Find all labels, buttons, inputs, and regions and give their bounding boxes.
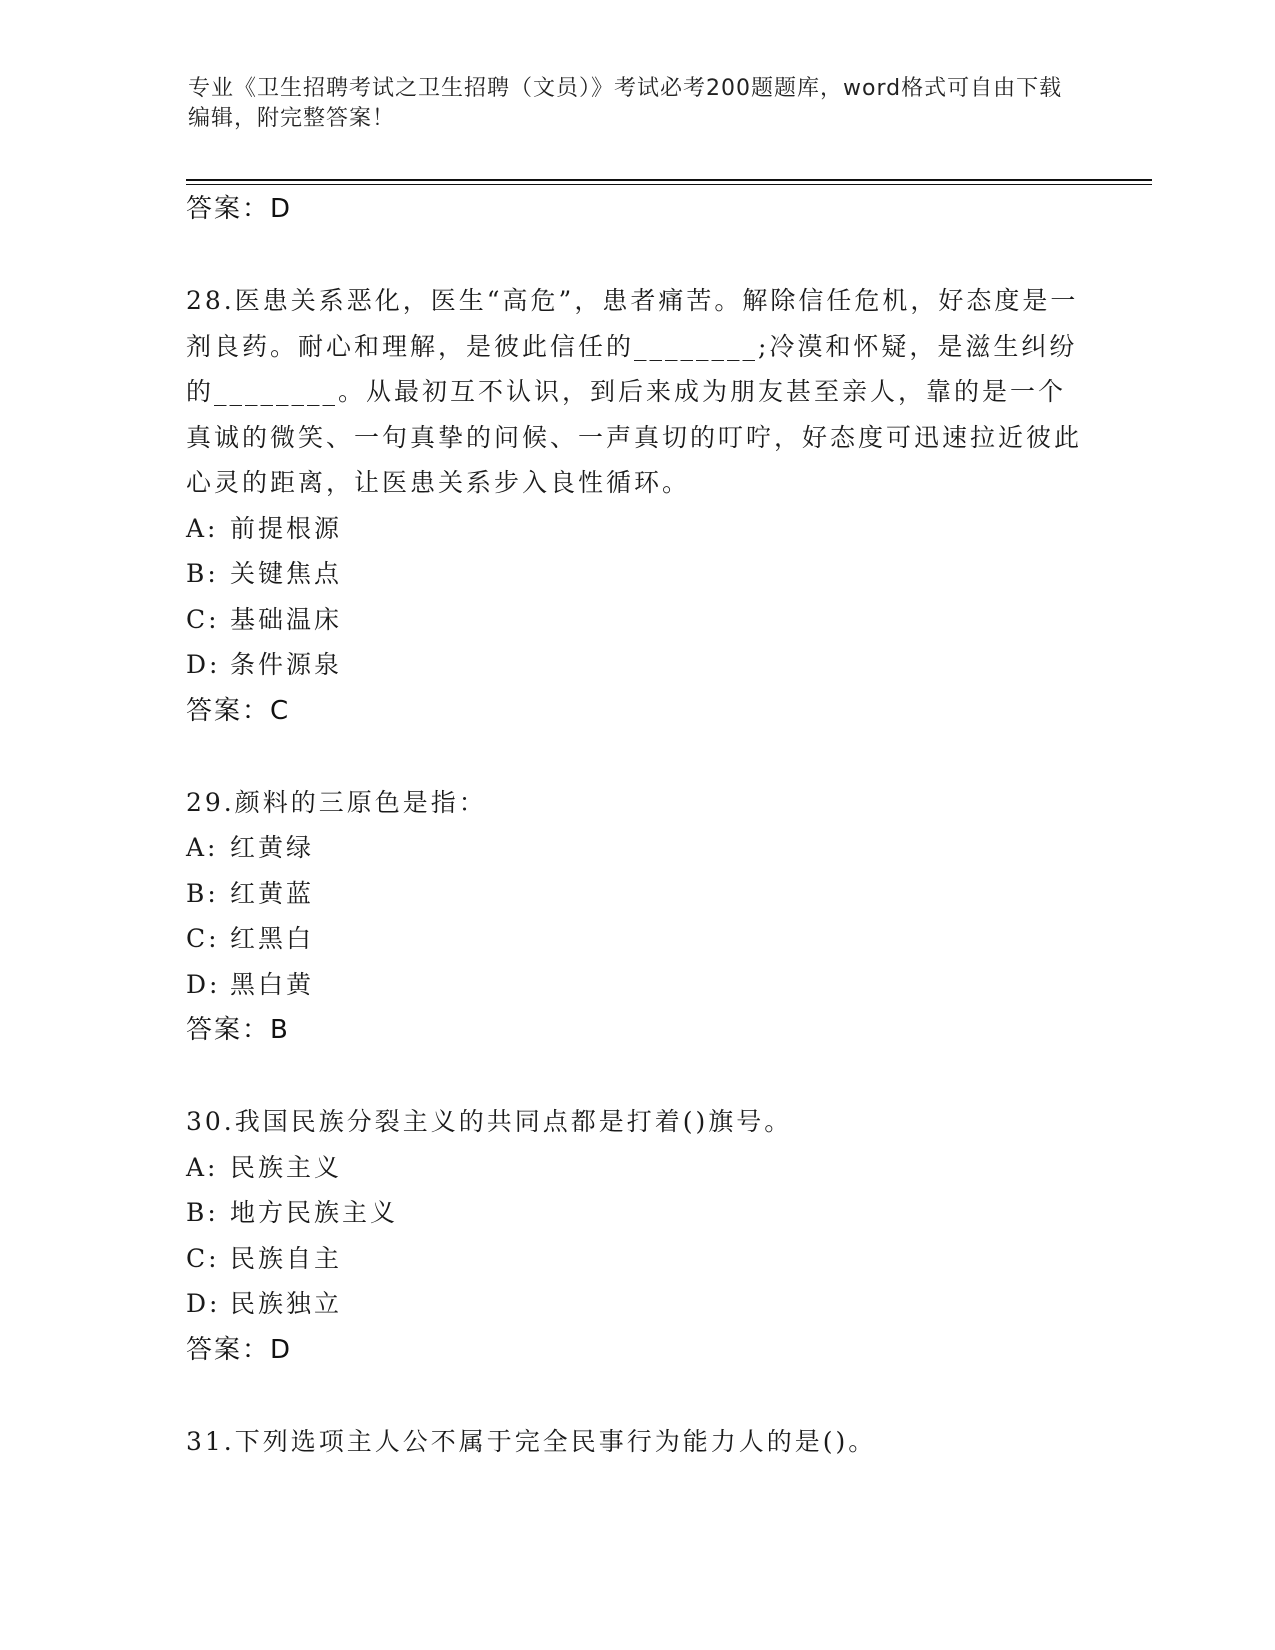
option-text: 民族主义 xyxy=(230,1152,343,1182)
option-key: A: xyxy=(186,833,219,862)
option-b xyxy=(186,871,1086,917)
option-key: A: xyxy=(186,513,219,543)
question-text: 29.颜料的三原色是指： xyxy=(186,787,487,817)
question-text: 28.医患关系恶化，医生“高危”，患者痛苦。解除信任危机，好态度是一剂良药。耐心和理解，是彼此信任的________;冷漠和怀疑，是滋生纠纷的________。从最初互不认识，到后来成为朋友甚至亲人，靠的是一个真诚的微笑、一句真挚的问候、一声真切的叮咛，好态度可迅速拉近彼此心灵的距离，让医患关系步入良性循环。 xyxy=(186,286,1083,497)
option-text: 条件源泉 xyxy=(230,650,343,679)
option-key: B: xyxy=(186,1198,219,1227)
option-text: 民族自主 xyxy=(230,1243,343,1273)
option-d xyxy=(186,642,1086,688)
option-c xyxy=(186,597,1086,643)
option-c xyxy=(186,1236,1086,1282)
option-key: C: xyxy=(186,924,220,953)
option-text: 基础温床 xyxy=(230,604,343,634)
header-divider-thin xyxy=(186,184,1152,185)
option-key: B: xyxy=(186,878,219,908)
answer-line: 答案：B xyxy=(186,1015,290,1045)
option-key: D: xyxy=(186,650,221,679)
option-key: D: xyxy=(186,969,221,999)
question-text: 30.我国民族分裂主义的共同点都是打着()旗号。 xyxy=(186,1107,793,1136)
option-text: 红黄蓝 xyxy=(230,878,315,908)
question-text: 31.下列选项主人公不属于完全民事行为能力人的是()。 xyxy=(186,1426,877,1456)
document-header: 专业《卫生招聘考试之卫生招聘（文员）》考试必考200题题库，word格式可自由下载编辑，附完整答案！ xyxy=(188,76,1063,131)
option-text: 红黄绿 xyxy=(230,833,315,862)
option-text: 红黑白 xyxy=(230,924,315,953)
answer-line: 答案：D xyxy=(186,1334,293,1365)
answer-line: 答案：C xyxy=(186,695,291,726)
option-text: 前提根源 xyxy=(230,513,343,543)
option-d xyxy=(186,962,1086,1008)
option-c xyxy=(186,916,1086,962)
option-a xyxy=(186,825,1086,871)
question-item xyxy=(186,780,1086,1054)
option-a xyxy=(186,506,1086,552)
question-list xyxy=(186,186,1086,1464)
option-b xyxy=(186,1190,1086,1236)
option-text: 民族独立 xyxy=(230,1289,343,1318)
option-key: C: xyxy=(186,604,220,634)
header-divider-thick xyxy=(186,179,1152,181)
question-item xyxy=(186,1419,1086,1465)
question-item xyxy=(186,1099,1086,1373)
option-key: A: xyxy=(186,1152,219,1182)
option-a xyxy=(186,1145,1086,1191)
answer-line: 答案：D xyxy=(186,194,293,224)
question-item xyxy=(186,278,1086,734)
option-key: D: xyxy=(186,1289,221,1318)
option-b xyxy=(186,551,1086,597)
option-d xyxy=(186,1281,1086,1327)
option-text: 地方民族主义 xyxy=(230,1198,399,1227)
option-key: C: xyxy=(186,1243,220,1273)
option-text: 黑白黄 xyxy=(230,969,315,999)
option-key: B: xyxy=(186,559,219,588)
option-text: 关键焦点 xyxy=(230,559,343,588)
